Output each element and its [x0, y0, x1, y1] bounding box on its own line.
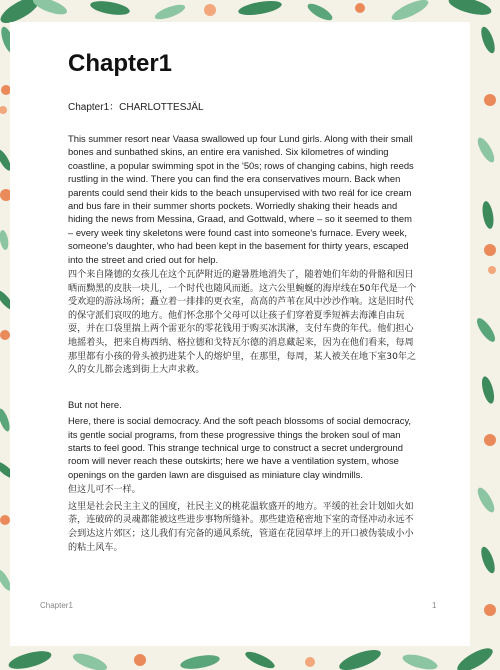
footer-page-number: 1 — [432, 601, 437, 610]
paragraph-chinese-2: 但这儿可不一样。 — [68, 485, 141, 496]
paragraph-english-2: But not here. — [68, 398, 122, 410]
chapter-subtitle: Chapter1：CHARLOTTESJÄL — [68, 102, 204, 113]
footer-chapter-label: Chapter1 — [40, 601, 73, 610]
paragraph-english-3: Here, there is social democracy. And the soft peach blossoms of social democracy, its gentle social programs, from these progressive things the broken soul of man starts to feel good. This strange technical urge to construct a secret underground room will never reach these outskirts; here we have a ventilation system, whose openings on the garden lawn are disguised as miniature clay windmills. — [68, 415, 412, 480]
paragraph-chinese-3: 这里是社会民主主义的国度，社民主义的桃花温软盛开的地方。平缓的社会计划如火如荼，连破碎的灵魂都能被这些进步事物所缝补。那些建造秘密地下室的奇怪冲动永远不会到达这片郊区；这儿我们有完备的通风系统，管道在花园草坪上的开口被伪装成小小的粘土风车。 — [68, 501, 414, 553]
chapter-title: Chapter1 — [68, 50, 173, 77]
chapter-body — [68, 132, 418, 558]
paragraph-chinese-1: 四个来自隆德的女孩儿在这个瓦萨附近的避暑胜地消失了，随着她们年幼的骨骼和因日晒而黝黑的皮肤一块儿，一个时代也随风而逝。这六公里蜿蜒的海岸线在50年代是一个受欢迎的游泳场所；矗立着一排排的更衣室，高高的芦苇在风中沙沙作响。这是旧时代的保守派们哀叹的地方。他们怀念那个父母可以让孩子们穿着夏季短裤去海滩自由玩耍，并在口袋里揣上两个雷亚尔的零花钱用于购买冰淇淋，支付车费的年代。他们担心地摇着头，把来自梅西纳、格拉德和戈特瓦尔德的消息藏起来，因为在他们看来，每周那里都有小孩的骨头被扔进某个人的熔炉里，在那里，每周，某人被关在地下室30年之久的女儿都会逃到街上大声求救。 — [68, 270, 417, 376]
paragraph-english-1: This summer resort near Vaasa swallowed up four Lund girls. Along with their small bones and sunbathed skins, an entire era vanished. Six kilometres of winding coastline, a popular swimming spot in the '50s; rows of changing cabins, high reeds rustling in the wind. There you can find the era conservatives mourn. Back when parents could send their kids to the beach unsupervised with two reál for ice cream and bus fare in their summer shorts pockets. Worriedly shaking their heads and hiding the news from Messina, Graad, and Gottwald, where – so it seemed to them – every week tiny skeletons were found cast into someone's furnace. Every week, someone's daughter, who had been kept in the basement for thirty years, escaped into the street and cried out for help. — [68, 133, 414, 265]
